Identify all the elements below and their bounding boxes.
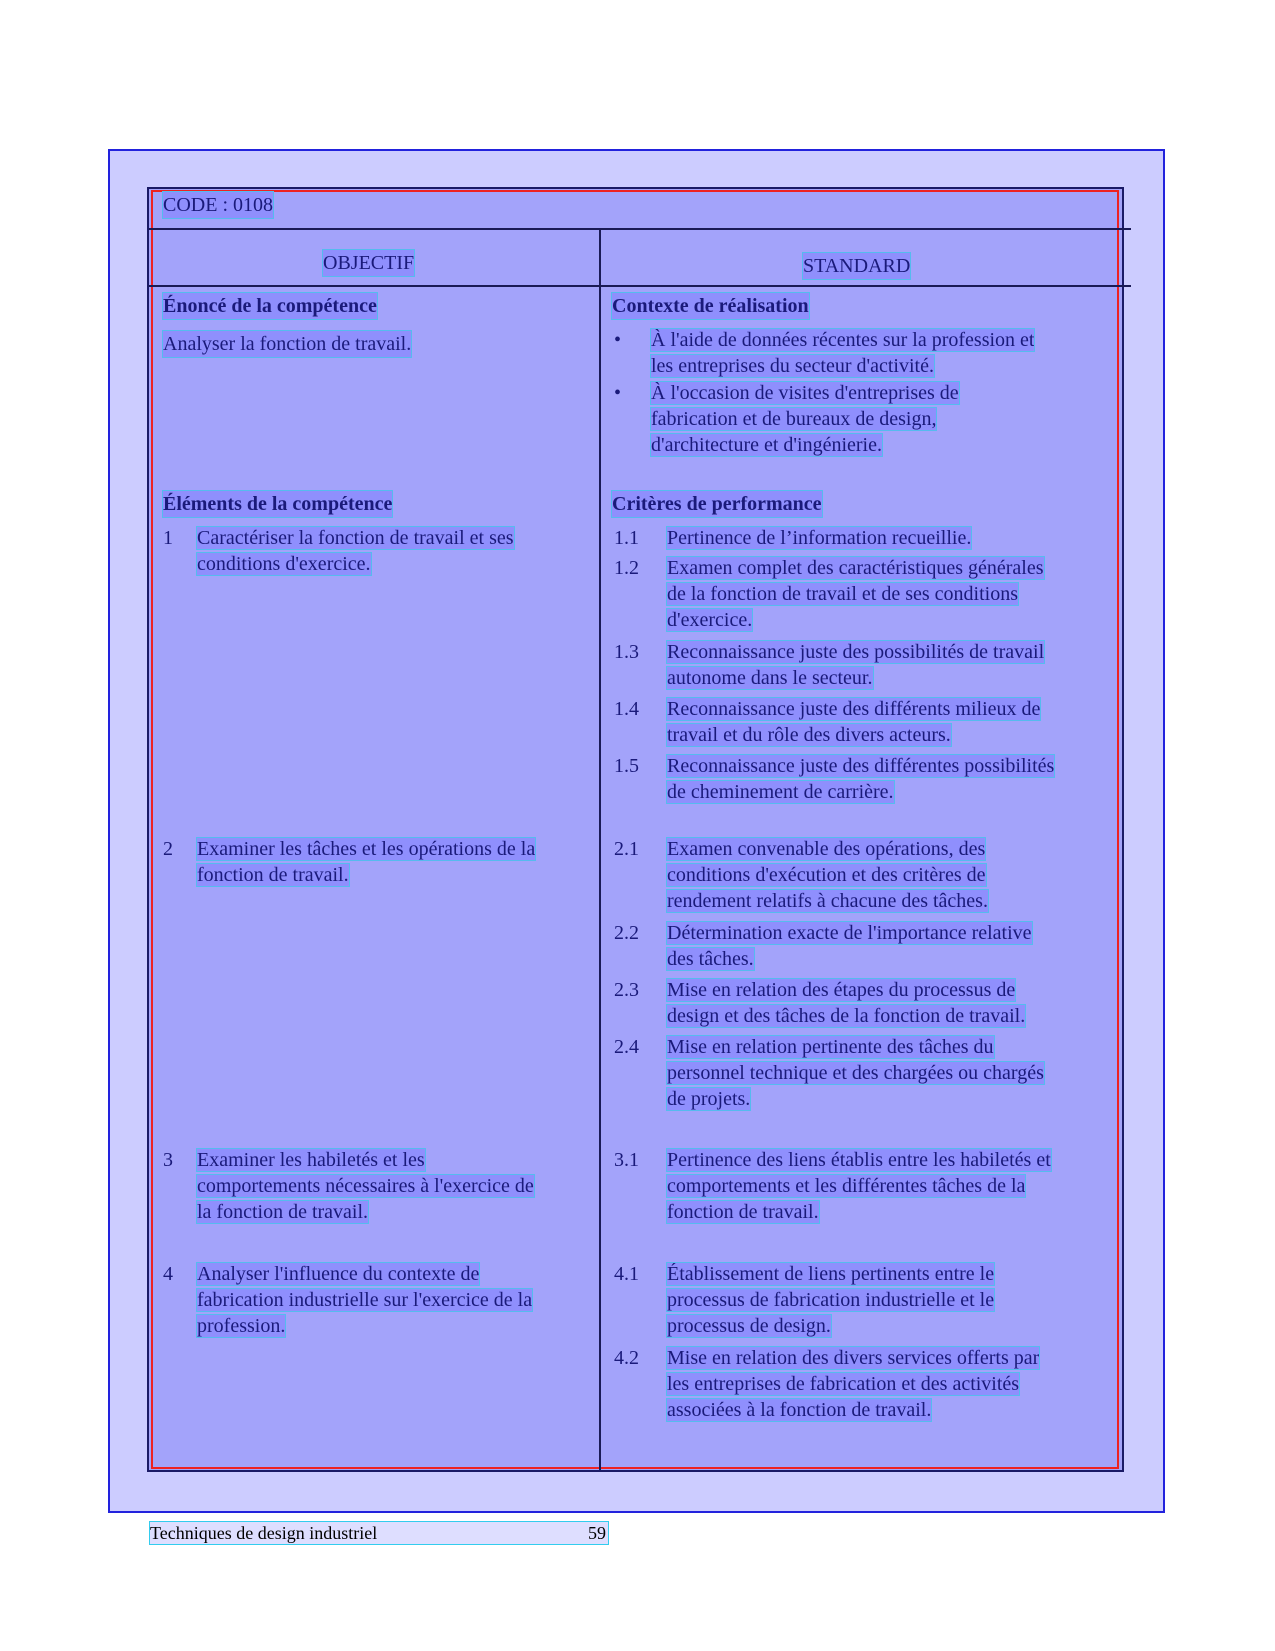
critere-line: d'exercice.: [667, 609, 753, 631]
critere-number: 1.5: [614, 755, 639, 777]
contexte-title: Contexte de réalisation: [612, 295, 809, 317]
critere-number: 2.1: [614, 838, 639, 860]
critere-line: Examen convenable des opérations, des: [667, 838, 986, 860]
code-label: CODE : 0108: [163, 194, 273, 216]
element-number: 4: [163, 1263, 173, 1285]
critere-1-4: [667, 696, 1040, 748]
critere-line: de la fonction de travail et de ses conditions: [667, 583, 1019, 605]
critere-line: Reconnaissance juste des différentes possibilités: [667, 755, 1055, 777]
critere-number: 1.1: [614, 527, 639, 549]
element-line: profession.: [197, 1315, 286, 1337]
enonce-text: Analyser la fonction de travail.: [163, 333, 412, 355]
critere-1-1: [667, 525, 971, 551]
standard-header: STANDARD: [803, 255, 911, 277]
bullet-line: À l'aide de données récentes sur la profession et: [651, 329, 1035, 351]
enonce-title: Énoncé de la compétence: [163, 295, 377, 317]
critere-number: 3.1: [614, 1149, 639, 1171]
critere-number: 2.2: [614, 922, 639, 944]
critere-line: conditions d'exécution et des critères de: [667, 864, 986, 886]
critere-line: Établissement de liens pertinents entre le: [667, 1263, 995, 1285]
bullet-line: À l'occasion de visites d'entreprises de: [651, 382, 959, 404]
critere-1-2: [667, 555, 1044, 633]
element-number: 2: [163, 838, 173, 860]
critere-number: 4.2: [614, 1347, 639, 1369]
critere-number: 1.3: [614, 641, 639, 663]
bullet-icon: •: [614, 382, 622, 404]
critere-line: rendement relatifs à chacune des tâches.: [667, 890, 988, 912]
critere-line: Mise en relation des divers services offerts par: [667, 1347, 1040, 1369]
critere-line: Mise en relation des étapes du processus de: [667, 979, 1016, 1001]
critere-2-2: [667, 920, 1032, 972]
critere-4-1: [667, 1261, 994, 1339]
element-line: la fonction de travail.: [197, 1201, 369, 1223]
bullet-icon: •: [614, 329, 622, 351]
critere-line: personnel technique et des chargées ou chargés: [667, 1062, 1044, 1084]
critere-number: 1.2: [614, 557, 639, 579]
footer-title: Techniques de design industriel: [150, 1523, 378, 1543]
critere-2-4: [667, 1034, 1044, 1112]
critere-line: comportements et les différentes tâches de la: [667, 1175, 1026, 1197]
element-line: fonction de travail.: [197, 864, 349, 886]
critere-line: les entreprises de fabrication et des activités: [667, 1373, 1020, 1395]
element-2: [197, 836, 535, 888]
critere-line: Pertinence de l’information recueillie.: [667, 527, 972, 549]
element-number: 3: [163, 1149, 173, 1171]
header-divider: [149, 228, 1131, 230]
contexte-bullet-1: [651, 327, 1034, 379]
critere-line: processus de fabrication industrielle et le: [667, 1289, 995, 1311]
bullet-line: d'architecture et d'ingénierie.: [651, 434, 882, 456]
critere-number: 2.3: [614, 979, 639, 1001]
critere-2-3: [667, 977, 1025, 1029]
critere-line: processus de design.: [667, 1315, 831, 1337]
element-line: Caractériser la fonction de travail et ses: [197, 527, 514, 549]
element-line: Examiner les tâches et les opérations de la: [197, 838, 536, 860]
critere-line: Reconnaissance juste des possibilités de travail: [667, 641, 1045, 663]
column-divider: [599, 228, 601, 1470]
page-number: 59: [588, 1523, 606, 1543]
column-header-divider: [149, 285, 1131, 287]
contexte-bullet-2: [651, 380, 959, 458]
bullet-line: les entreprises du secteur d'activité.: [651, 355, 934, 377]
critere-line: travail et du rôle des divers acteurs.: [667, 724, 951, 746]
element-4: [197, 1261, 532, 1339]
element-3: [197, 1147, 534, 1225]
criteres-title: Critères de performance: [612, 493, 822, 515]
critere-line: de cheminement de carrière.: [667, 781, 894, 803]
element-1: [197, 525, 514, 577]
critere-line: design et des tâches de la fonction de travail.: [667, 1005, 1026, 1027]
critere-line: autonome dans le secteur.: [667, 667, 873, 689]
critere-4-2: [667, 1345, 1039, 1423]
critere-line: Détermination exacte de l'importance relative: [667, 922, 1032, 944]
element-line: conditions d'exercice.: [197, 553, 371, 575]
bullet-line: fabrication et de bureaux de design,: [651, 408, 937, 430]
objectif-header: OBJECTIF: [323, 252, 415, 274]
critere-line: Mise en relation pertinente des tâches du: [667, 1036, 994, 1058]
element-line: fabrication industrielle sur l'exercice de la: [197, 1289, 533, 1311]
element-line: Examiner les habiletés et les: [197, 1149, 425, 1171]
critere-line: de projets.: [667, 1088, 751, 1110]
critere-number: 4.1: [614, 1263, 639, 1285]
element-line: Analyser l'influence du contexte de: [197, 1263, 480, 1285]
critere-line: fonction de travail.: [667, 1201, 819, 1223]
critere-number: 2.4: [614, 1036, 639, 1058]
critere-number: 1.4: [614, 698, 639, 720]
critere-2-1: [667, 836, 988, 914]
element-line: comportements nécessaires à l'exercice de: [197, 1175, 534, 1197]
elements-title: Éléments de la compétence: [163, 493, 393, 515]
page-footer: [150, 1522, 608, 1544]
critere-line: des tâches.: [667, 948, 754, 970]
critere-line: Pertinence des liens établis entre les habiletés et: [667, 1149, 1051, 1171]
element-number: 1: [163, 527, 173, 549]
critere-line: Reconnaissance juste des différents milieux de: [667, 698, 1041, 720]
critere-line: associées à la fonction de travail.: [667, 1399, 932, 1421]
critere-3-1: [667, 1147, 1051, 1225]
critere-line: Examen complet des caractéristiques générales: [667, 557, 1044, 579]
critere-1-3: [667, 639, 1044, 691]
critere-1-5: [667, 753, 1054, 805]
